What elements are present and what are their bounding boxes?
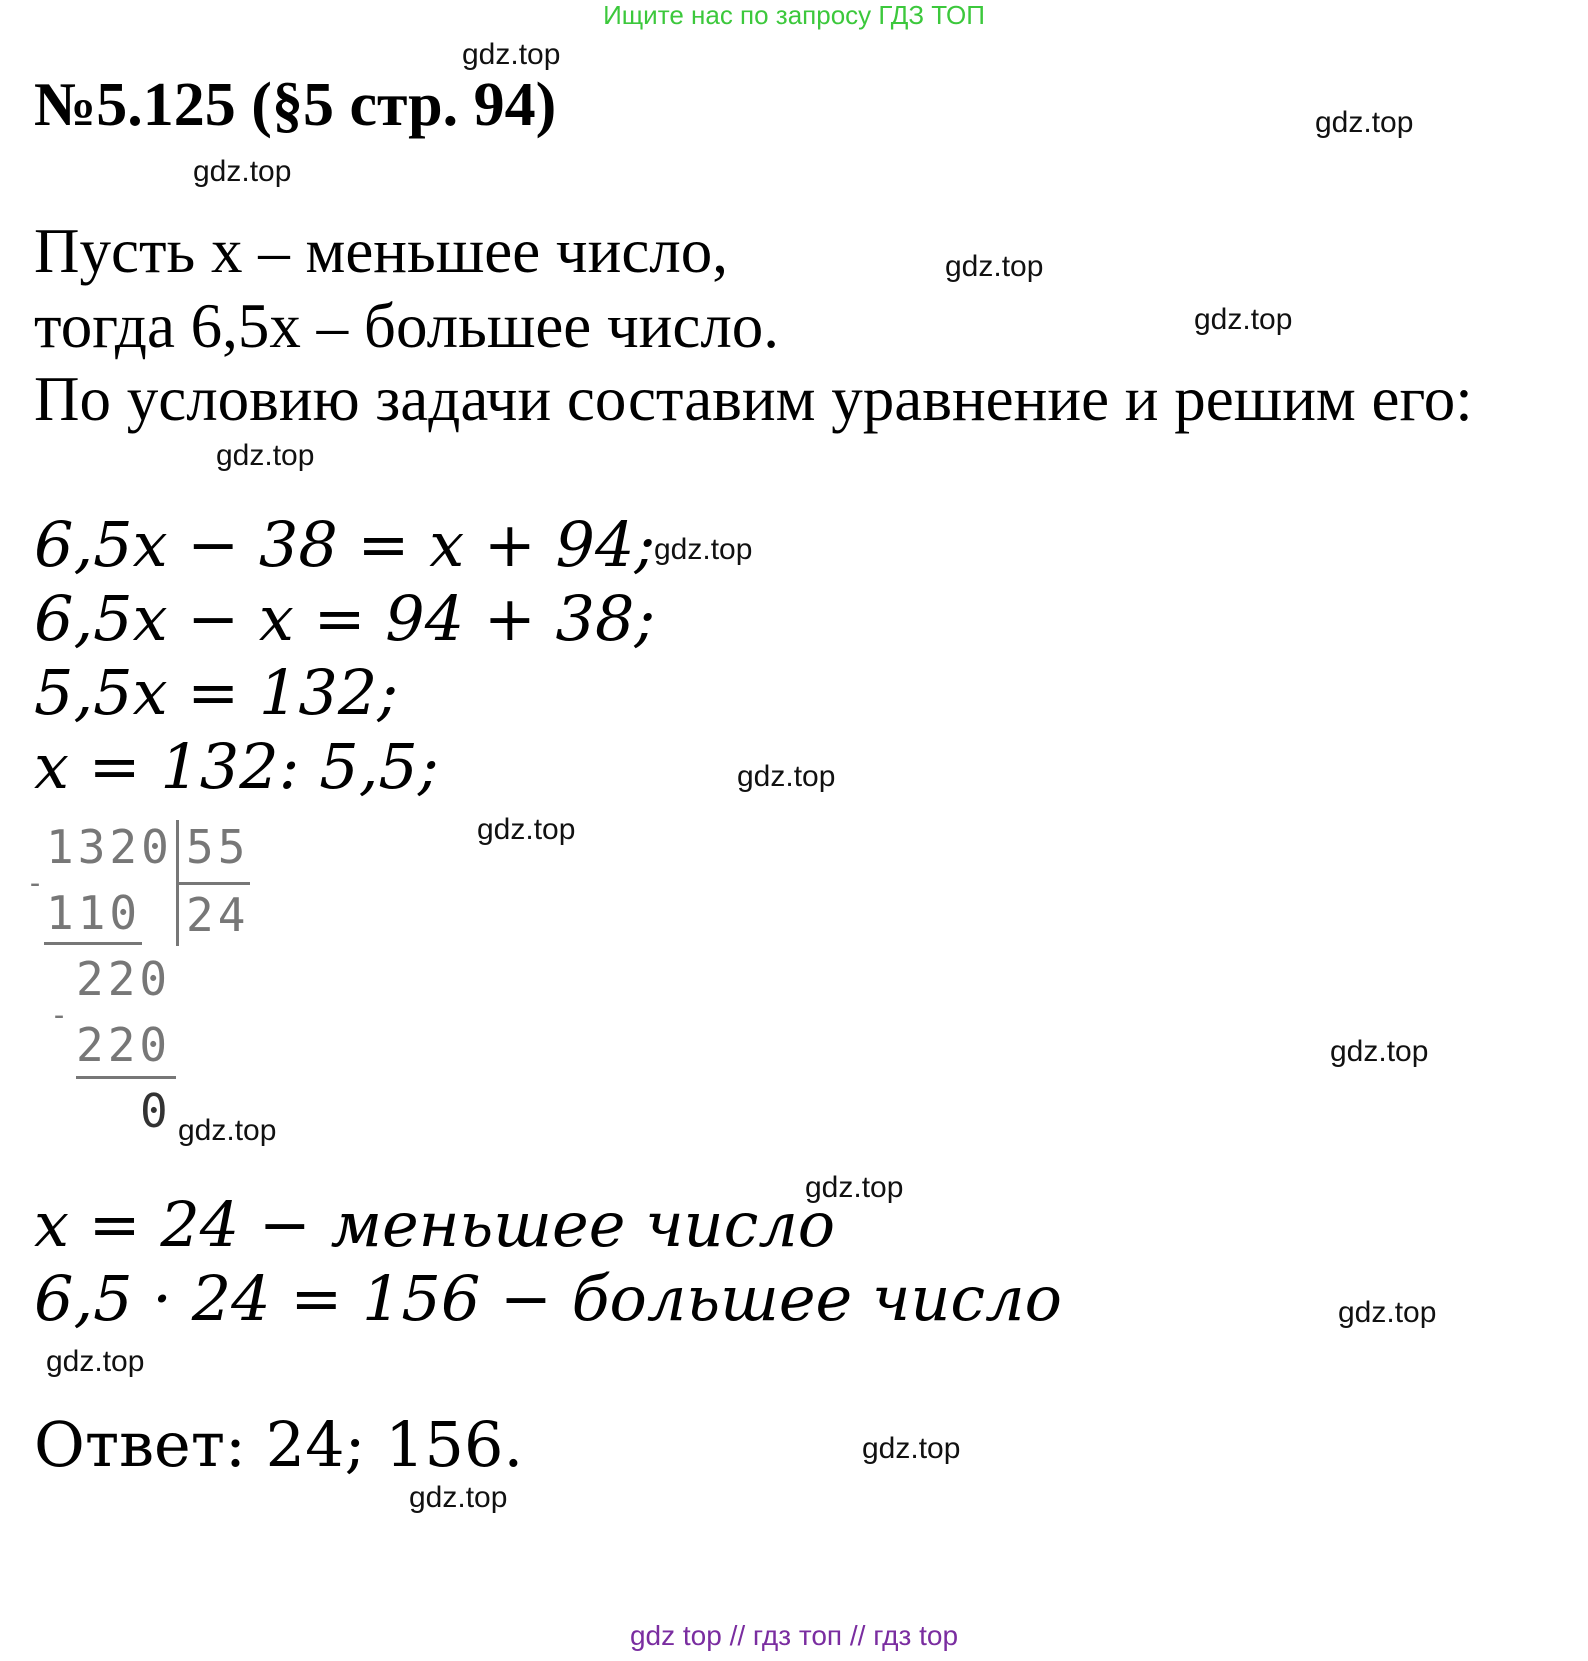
division-dividend: 1320 [46, 820, 173, 874]
watermark: gdz.top [862, 1432, 961, 1465]
text-line-3: По условию задачи составим уравнение и решим его: [34, 364, 1473, 434]
division-minus-1: - [26, 866, 49, 901]
watermark: gdz.top [178, 1114, 277, 1147]
watermark: gdz.top [409, 1481, 508, 1514]
division-final-remainder: 0 [140, 1084, 172, 1138]
division-remainder-1: 220 [76, 952, 172, 1006]
division-quotient: 24 [186, 888, 250, 942]
watermark: gdz.top [1315, 106, 1414, 139]
page-title: №5.125 (§5 стр. 94) [34, 71, 557, 139]
watermark: gdz.top [1330, 1035, 1429, 1068]
watermark: gdz.top [1194, 303, 1293, 336]
answer-line: Ответ: 24; 156. [34, 1408, 524, 1481]
division-underline-2 [76, 1076, 176, 1079]
watermark: gdz.top [216, 439, 315, 472]
result-line-2: 6,5 · 24 = 156 − большее число [34, 1262, 1062, 1335]
watermark: gdz.top [477, 813, 576, 846]
equation-2: 6,5x − x = 94 + 38; [34, 582, 656, 655]
equation-1: 6,5x − 38 = x + 94; [34, 508, 656, 581]
division-subtrahend-1: 110 [46, 886, 142, 940]
equation-4: x = 132: 5,5; [34, 730, 439, 803]
division-minus-2: - [50, 998, 73, 1033]
watermark: gdz.top [805, 1171, 904, 1204]
watermark: gdz.top [46, 1345, 145, 1378]
watermark: gdz.top [654, 533, 753, 566]
watermark: gdz.top [737, 760, 836, 793]
search-banner: Ищите нас по запросу ГДЗ ТОП [603, 0, 985, 30]
division-underline-1 [44, 942, 142, 945]
watermark: gdz.top [193, 155, 292, 188]
watermark: gdz.top [1338, 1296, 1437, 1329]
text-line-1: Пусть x – меньшее число, [34, 216, 728, 286]
division-subtrahend-2: 220 [76, 1018, 172, 1072]
equation-3: 5,5x = 132; [34, 656, 399, 729]
division-divisor-line [178, 882, 250, 885]
result-line-1: x = 24 − меньшее число [34, 1188, 836, 1261]
division-divisor: 55 [186, 820, 250, 874]
watermark: gdz.top [462, 38, 561, 71]
footer-links: gdz top // гдз топ // гдз top [629, 1620, 959, 1651]
watermark: gdz.top [945, 250, 1044, 283]
text-line-2: тогда 6,5x – большее число. [34, 291, 780, 361]
